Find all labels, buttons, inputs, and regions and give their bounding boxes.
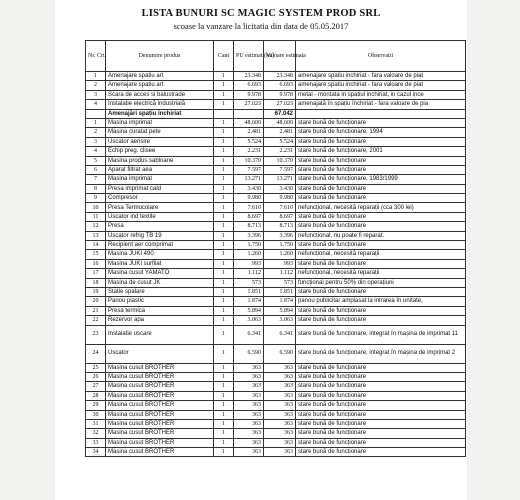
row-observation: stare bună de funcționare [296, 137, 466, 146]
row-observation: metal - montata in spatiul inchiriat, in cazul ince [296, 90, 466, 99]
row-nr: 28 [86, 391, 106, 400]
row-product: Uscator refrig TB 19 [106, 231, 214, 240]
table-row [86, 278, 466, 287]
table-row [86, 306, 466, 315]
row-nr: 24 [86, 344, 106, 363]
row-value: 7.610 [264, 203, 296, 212]
row-qty: 1 [214, 241, 234, 250]
row-qty: 1 [214, 90, 234, 99]
row-qty: 1 [214, 372, 234, 381]
table-row [86, 137, 466, 146]
row-nr: 1 [86, 118, 106, 127]
row-value: 8.713 [264, 222, 296, 231]
row-nr: 34 [86, 448, 106, 457]
row-value: 48.600 [264, 118, 296, 127]
row-value: 573 [264, 278, 296, 287]
table-row [86, 184, 466, 193]
row-value: 23.348 [264, 72, 296, 81]
row-unit-price: 6.693 [234, 81, 264, 90]
row-qty: 1 [214, 175, 234, 184]
document-subtitle: scoase la vanzare la licitatia din data de 05.05.2017 [173, 21, 349, 31]
row-qty: 1 [214, 306, 234, 315]
row-nr: 15 [86, 250, 106, 259]
row-nr: 6 [86, 165, 106, 174]
row-value: 363 [264, 419, 296, 428]
row-qty: 1 [214, 438, 234, 447]
table-row [86, 175, 466, 184]
row-nr: 3 [86, 137, 106, 146]
row-observation: stare bună de funcționare, integrat în mașina de imprimat 11 [296, 325, 466, 344]
row-nr: 10 [86, 203, 106, 212]
row-unit-price: 363 [234, 410, 264, 419]
row-qty: 1 [214, 287, 234, 296]
row-nr: 11 [86, 212, 106, 221]
subtotal-value: 67.042 [264, 109, 296, 118]
row-product: Masina JUKI surfilat [106, 259, 214, 268]
row-observation: stare bună de funcționare [296, 222, 466, 231]
row-value: 1.112 [264, 269, 296, 278]
row-observation: stare bună de funcționare [296, 287, 466, 296]
row-value: 9.980 [264, 194, 296, 203]
row-unit-price: 5.524 [234, 137, 264, 146]
row-unit-price: 6.590 [234, 344, 264, 363]
row-observation: stare bună de funcționare [296, 438, 466, 447]
row-unit-price: 6.341 [234, 325, 264, 344]
table-row [86, 250, 466, 259]
row-qty: 1 [214, 259, 234, 268]
row-product: Masina cusut BROTHER [106, 401, 214, 410]
row-product: Compresor [106, 194, 214, 203]
row-unit-price: 9.980 [234, 194, 264, 203]
row-observation: amenajare spatiu inchiriat - fara valoare de piat [296, 81, 466, 90]
row-product: Masina cusut BROTHER [106, 419, 214, 428]
row-product: Presa termica [106, 306, 214, 315]
row-nr: 16 [86, 259, 106, 268]
row-nr: 3 [86, 90, 106, 99]
table-row [86, 90, 466, 99]
row-value: 993 [264, 259, 296, 268]
row-value: 363 [264, 382, 296, 391]
row-value: 363 [264, 438, 296, 447]
table-row [86, 287, 466, 296]
row-value: 3.063 [264, 316, 296, 325]
row-unit-price: 363 [234, 419, 264, 428]
row-product: Rezervor apa [106, 316, 214, 325]
row-unit-price: 2.481 [234, 128, 264, 137]
header-qty: Cant [214, 41, 234, 72]
row-qty: 1 [214, 448, 234, 457]
row-unit-price: 13.271 [234, 175, 264, 184]
row-qty: 1 [214, 429, 234, 438]
row-product: Masina curatat pete [106, 128, 214, 137]
row-value: 27.023 [264, 100, 296, 109]
table-header-row [86, 41, 466, 72]
row-value: 6.590 [264, 344, 296, 363]
row-qty: 1 [214, 128, 234, 137]
document-page [55, 0, 467, 500]
row-observation: stare bună de funcționare [296, 372, 466, 381]
row-nr: 18 [86, 278, 106, 287]
table-row [86, 165, 466, 174]
row-unit-price: 993 [234, 259, 264, 268]
row-nr: 8 [86, 184, 106, 193]
row-observation: stare bună de funcționare [296, 259, 466, 268]
row-observation: stare bună de funcționare [296, 165, 466, 174]
row-product: Masina cusut YAMATO [106, 269, 214, 278]
row-qty: 1 [214, 278, 234, 287]
row-unit-price: 363 [234, 429, 264, 438]
row-qty: 1 [214, 118, 234, 127]
row-unit-price: 1.851 [234, 287, 264, 296]
row-unit-price: 1.750 [234, 241, 264, 250]
row-nr: 4 [86, 100, 106, 109]
row-observation: nefuncțional, necesită reparații [296, 269, 466, 278]
row-qty: 1 [214, 156, 234, 165]
row-unit-price: 7.597 [234, 165, 264, 174]
table-row [86, 147, 466, 156]
table-row [86, 448, 466, 457]
row-value: 1.851 [264, 287, 296, 296]
row-nr: 21 [86, 306, 106, 315]
row-observation: panou publicitar amplasat la intrarea în unitate, [296, 297, 466, 306]
row-value: 363 [264, 401, 296, 410]
table-row [86, 81, 466, 90]
row-observation: stare bună de funcționare [296, 118, 466, 127]
row-nr: 23 [86, 325, 106, 344]
row-observation: stare bună de funcționare [296, 184, 466, 193]
row-observation: nefuncțional, nu poate fi reparat. [296, 231, 466, 240]
row-nr: 29 [86, 401, 106, 410]
row-product: Uscator aerisire [106, 137, 214, 146]
table-row [86, 401, 466, 410]
table-row [86, 156, 466, 165]
row-value: 363 [264, 391, 296, 400]
row-product: Masina cusut BROTHER [106, 410, 214, 419]
row-qty: 1 [214, 269, 234, 278]
row-value: 6.341 [264, 325, 296, 344]
row-product: Presa Termocolare [106, 203, 214, 212]
row-observation: stare bună de funcționare [296, 401, 466, 410]
table-row [86, 372, 466, 381]
row-unit-price: 7.610 [234, 203, 264, 212]
row-observation: nefuncțional, necesită reparații [296, 250, 466, 259]
row-observation: stare bună de funcționare, 2001 [296, 147, 466, 156]
table-row [86, 118, 466, 127]
table-row [86, 241, 466, 250]
row-nr: 13 [86, 231, 106, 240]
row-nr: 5 [86, 156, 106, 165]
row-nr: 20 [86, 297, 106, 306]
row-unit-price: 3.430 [234, 184, 264, 193]
row-unit-price: 8.697 [234, 212, 264, 221]
table-row [86, 410, 466, 419]
row-qty: 1 [214, 184, 234, 193]
row-qty: 1 [214, 165, 234, 174]
row-product: Uscator ind textile [106, 212, 214, 221]
row-qty: 1 [214, 316, 234, 325]
row-value: 7.597 [264, 165, 296, 174]
table-row [86, 419, 466, 428]
row-observation: stare bună de funcționare [296, 156, 466, 165]
row-product: Instalatie electrică industrială [106, 100, 214, 109]
row-unit-price: 3.063 [234, 316, 264, 325]
row-product: Masina cusut BROTHER [106, 372, 214, 381]
row-unit-price: 23.348 [234, 72, 264, 81]
table-row [86, 100, 466, 109]
header-unit-price: PU estimat (lei) [234, 41, 264, 72]
assets-table [85, 40, 466, 457]
row-observation: stare bună de funcționare [296, 382, 466, 391]
row-qty: 1 [214, 382, 234, 391]
row-value: 2.481 [264, 128, 296, 137]
row-observation: stare bună de funcționare [296, 448, 466, 457]
row-qty: 1 [214, 231, 234, 240]
table-row [86, 344, 466, 363]
header-nr: Nr. Crt. [86, 41, 106, 72]
row-qty: 1 [214, 194, 234, 203]
row-nr: 9 [86, 194, 106, 203]
row-observation: stare bună de funcționare [296, 316, 466, 325]
row-nr: 25 [86, 363, 106, 372]
row-observation: amenajare spatiu inchiriat - fara valoare de piat [296, 72, 466, 81]
row-qty: 1 [214, 222, 234, 231]
row-value: 6.693 [264, 81, 296, 90]
row-qty: 1 [214, 419, 234, 428]
row-value: 1.260 [264, 250, 296, 259]
row-unit-price: 363 [234, 391, 264, 400]
row-observation: stare bună de funcționare [296, 410, 466, 419]
row-unit-price: 1.112 [234, 269, 264, 278]
table-row [86, 269, 466, 278]
row-nr: 33 [86, 438, 106, 447]
row-product: Amenajare spatiu art [106, 72, 214, 81]
row-product: Masina cusut BROTHER [106, 438, 214, 447]
header-observations: Observatii [296, 41, 466, 72]
row-observation: stare bună de funcționare [296, 391, 466, 400]
row-observation: stare bună de funcționare [296, 363, 466, 372]
row-unit-price: 363 [234, 401, 264, 410]
row-qty: 1 [214, 344, 234, 363]
row-nr: 22 [86, 316, 106, 325]
table-row [86, 316, 466, 325]
row-product: Panou plastic [106, 297, 214, 306]
row-nr: 4 [86, 147, 106, 156]
row-value: 5.524 [264, 137, 296, 146]
row-value: 363 [264, 429, 296, 438]
row-product: Uscator [106, 344, 214, 363]
row-qty: 1 [214, 137, 234, 146]
row-product: Scara de acces si balustrade [106, 90, 214, 99]
table-row [86, 382, 466, 391]
row-value: 363 [264, 372, 296, 381]
row-unit-price: 1.260 [234, 250, 264, 259]
row-unit-price: 363 [234, 448, 264, 457]
row-product: Masina produs sabloane [106, 156, 214, 165]
row-product: Echip preg. clisee [106, 147, 214, 156]
row-observation: funcțional pentru 50% din operațiuni [296, 278, 466, 287]
row-unit-price: 1.874 [234, 297, 264, 306]
row-unit-price: 48.600 [234, 118, 264, 127]
table-row [86, 212, 466, 221]
row-product: Masina imprimat [106, 175, 214, 184]
row-product: Masina cusut BROTHER [106, 429, 214, 438]
row-qty: 1 [214, 250, 234, 259]
row-value: 363 [264, 448, 296, 457]
row-unit-price: 8.713 [234, 222, 264, 231]
row-nr: 26 [86, 372, 106, 381]
row-value: 1.750 [264, 241, 296, 250]
table-row [86, 325, 466, 344]
row-product: Presa [106, 222, 214, 231]
table-row [86, 203, 466, 212]
row-unit-price: 9.978 [234, 90, 264, 99]
row-product: Instalatie uscare [106, 325, 214, 344]
row-observation: stare bună de funcționare, 1983/1999 [296, 175, 466, 184]
row-product: Amenajare spatiu art [106, 81, 214, 90]
row-unit-price: 363 [234, 438, 264, 447]
row-product: Statie spalare [106, 287, 214, 296]
row-qty: 1 [214, 81, 234, 90]
row-unit-price: 363 [234, 372, 264, 381]
row-unit-price: 3.396 [234, 231, 264, 240]
table-row [86, 259, 466, 268]
row-nr: 32 [86, 429, 106, 438]
row-value: 2.231 [264, 147, 296, 156]
row-product: Aparat filtrat aea [106, 165, 214, 174]
header-product: Denumire produs [106, 41, 214, 72]
row-observation: stare bună de funcționare [296, 429, 466, 438]
row-nr: 2 [86, 128, 106, 137]
row-observation: stare bună de funcționare, integrat în mașina de imprimat 2 [296, 344, 466, 363]
header-value: Valoare estimata [264, 41, 296, 72]
row-qty: 1 [214, 212, 234, 221]
table-row [86, 363, 466, 372]
row-unit-price: 27.023 [234, 100, 264, 109]
row-value: 3.430 [264, 184, 296, 193]
row-nr: 30 [86, 410, 106, 419]
row-value: 363 [264, 363, 296, 372]
row-product: Masina cusut BROTHER [106, 363, 214, 372]
row-product: Masina cusut BROTHER [106, 391, 214, 400]
row-value: 5.894 [264, 306, 296, 315]
row-unit-price: 10.370 [234, 156, 264, 165]
row-qty: 1 [214, 297, 234, 306]
subtotal-label: Amenajări spațiu închiriat [106, 109, 214, 118]
row-nr: 2 [86, 81, 106, 90]
table-row [86, 438, 466, 447]
row-value: 1.874 [264, 297, 296, 306]
row-nr: 7 [86, 175, 106, 184]
table-row [86, 194, 466, 203]
row-nr: 27 [86, 382, 106, 391]
row-observation: stare bună de funcționare [296, 306, 466, 315]
subtotal-row [86, 109, 466, 118]
row-qty: 1 [214, 325, 234, 344]
row-qty: 1 [214, 147, 234, 156]
row-qty: 1 [214, 391, 234, 400]
row-product: Masina JUKI 490 [106, 250, 214, 259]
row-observation: amenajată în spațiu închiriat - fara valoare de pia [296, 100, 466, 109]
row-value: 3.396 [264, 231, 296, 240]
row-observation: stare bună de funcționare [296, 419, 466, 428]
table-row [86, 72, 466, 81]
row-product: Recipient aer comprimat [106, 241, 214, 250]
row-qty: 1 [214, 100, 234, 109]
row-nr: 31 [86, 419, 106, 428]
row-nr: 17 [86, 269, 106, 278]
row-qty: 1 [214, 410, 234, 419]
row-value: 13.271 [264, 175, 296, 184]
row-nr: 19 [86, 287, 106, 296]
row-unit-price: 363 [234, 363, 264, 372]
row-unit-price: 573 [234, 278, 264, 287]
row-observation: stare bună de funcționare [296, 212, 466, 221]
row-product: Masina de cusut JK [106, 278, 214, 287]
row-observation: nefuncțional, necesită reparații (cca 300 lei) [296, 203, 466, 212]
table-row [86, 429, 466, 438]
row-qty: 1 [214, 401, 234, 410]
document-title: LISTA BUNURI SC MAGIC SYSTEM PROD SRL [141, 8, 381, 19]
row-nr: 12 [86, 222, 106, 231]
row-observation: stare bună de funcționare [296, 194, 466, 203]
table-row [86, 222, 466, 231]
row-nr: 14 [86, 241, 106, 250]
row-unit-price: 363 [234, 382, 264, 391]
row-product: Masina cusut BROTHER [106, 382, 214, 391]
row-nr: 1 [86, 72, 106, 81]
table-body [86, 72, 466, 457]
row-value: 8.697 [264, 212, 296, 221]
row-observation: stare bună de funcționare [296, 241, 466, 250]
row-value: 9.978 [264, 90, 296, 99]
table-row [86, 391, 466, 400]
row-qty: 1 [214, 363, 234, 372]
table-row [86, 231, 466, 240]
row-value: 363 [264, 410, 296, 419]
row-product: Presa imprimat cald [106, 184, 214, 193]
row-qty: 1 [214, 203, 234, 212]
row-unit-price: 2.231 [234, 147, 264, 156]
table-row [86, 297, 466, 306]
row-product: Masina cusut BROTHER [106, 448, 214, 457]
row-observation: stare bună de funcționare, 1994 [296, 128, 466, 137]
row-product: Masina imprimat [106, 118, 214, 127]
row-unit-price: 5.894 [234, 306, 264, 315]
row-qty: 1 [214, 72, 234, 81]
table-row [86, 128, 466, 137]
row-value: 10.370 [264, 156, 296, 165]
